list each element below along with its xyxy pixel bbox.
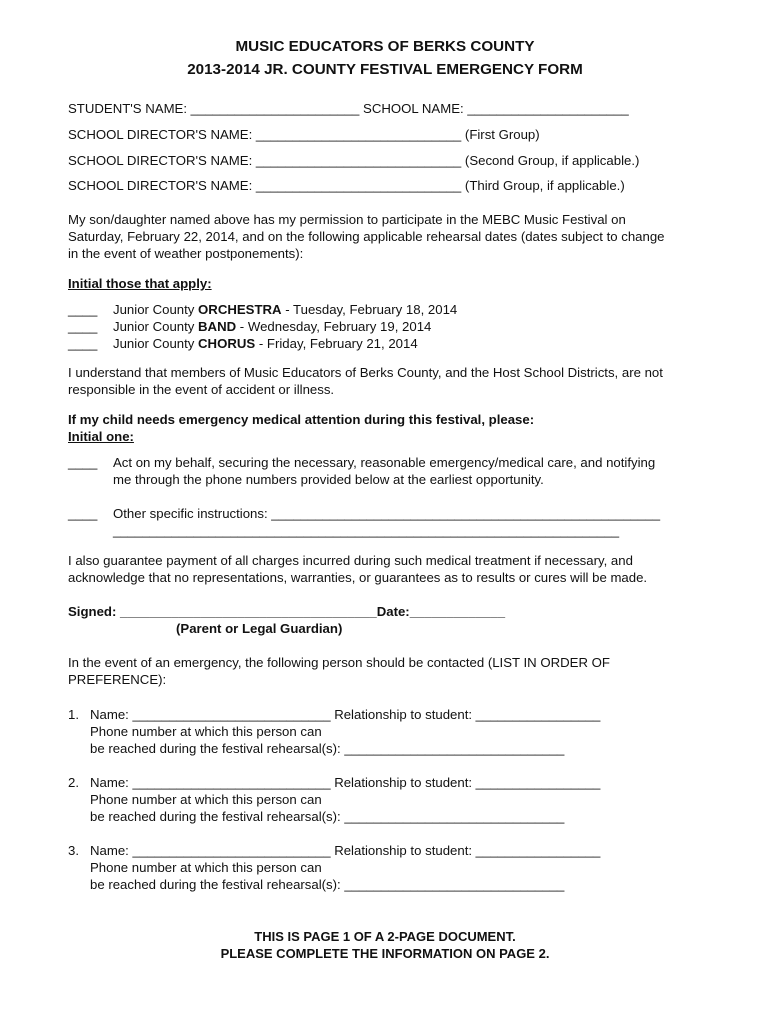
contact-name-relationship-field-1[interactable]: Name: ___________________________ Relationship to student: _________________: [90, 707, 601, 722]
other-instructions-field[interactable]: Other specific instructions: _____________________________________________________: [113, 506, 661, 521]
emergency-intro-line1: In the event of an emergency, the following person should be contacted (LIST IN ORDER OF: [68, 655, 610, 670]
payment-line1: I also guarantee payment of all charges incurred during such medical treatment if necessary, and: [68, 553, 633, 568]
footer-note-line2: PLEASE COMPLETE THE INFORMATION ON PAGE 2.: [220, 946, 550, 961]
rehearsal-orchestra: Junior County ORCHESTRA - Tuesday, February 18, 2014: [113, 302, 458, 317]
contact-name-relationship-field-2[interactable]: Name: ___________________________ Relationship to student: _________________: [90, 775, 601, 790]
initial-blank-orchestra[interactable]: ____: [68, 302, 98, 317]
initial-blank-other[interactable]: ____: [68, 506, 98, 521]
contact-phone-label-1: Phone number at which this person can: [90, 724, 322, 739]
other-instructions-field-line2[interactable]: _____________________________________________________________________: [113, 523, 620, 538]
contact-phone-field-2[interactable]: be reached during the festival rehearsal(s): ______________________________: [90, 809, 565, 824]
medical-heading: If my child needs emergency medical attention during this festival, please:: [68, 412, 535, 427]
contact-number-2: 2.: [68, 775, 79, 790]
initial-blank-act-on-behalf[interactable]: ____: [68, 455, 98, 470]
liability-line2: responsible in the event of accident or illness.: [68, 382, 335, 397]
director-name-field-3[interactable]: SCHOOL DIRECTOR'S NAME: ____________________________ (Third Group, if applicable.): [68, 178, 625, 193]
signature-date-field[interactable]: Signed: ___________________________________Date:_____________: [68, 604, 506, 619]
initial-apply-heading: Initial those that apply:: [68, 276, 212, 291]
contact-phone-label-2: Phone number at which this person can: [90, 792, 322, 807]
permission-line1: My son/daughter named above has my permission to participate in the MEBC Music Festival on: [68, 212, 626, 227]
initial-blank-chorus[interactable]: ____: [68, 336, 98, 351]
footer-note-line1: THIS IS PAGE 1 OF A 2-PAGE DOCUMENT.: [254, 929, 516, 944]
liability-line1: I understand that members of Music Educators of Berks County, and the Host School Districts, are not: [68, 365, 663, 380]
contact-phone-field-1[interactable]: be reached during the festival rehearsal(s): ______________________________: [90, 741, 565, 756]
contact-name-relationship-field-3[interactable]: Name: ___________________________ Relationship to student: _________________: [90, 843, 601, 858]
student-school-name-field[interactable]: STUDENT'S NAME: _______________________ SCHOOL NAME: ______________________: [68, 101, 629, 116]
director-name-field-1[interactable]: SCHOOL DIRECTOR'S NAME: ____________________________ (First Group): [68, 127, 540, 142]
contact-number-1: 1.: [68, 707, 79, 722]
initial-blank-band[interactable]: ____: [68, 319, 98, 334]
emergency-intro-line2: PREFERENCE):: [68, 672, 167, 687]
guardian-label: (Parent or Legal Guardian): [176, 621, 343, 636]
form-title-line1: MUSIC EDUCATORS OF BERKS COUNTY: [235, 38, 535, 55]
contact-phone-field-3[interactable]: be reached during the festival rehearsal(s): ______________________________: [90, 877, 565, 892]
form-title-line2: 2013-2014 JR. COUNTY FESTIVAL EMERGENCY FORM: [187, 61, 583, 78]
initial-one-heading: Initial one:: [68, 429, 134, 444]
act-on-behalf-line1: Act on my behalf, securing the necessary, reasonable emergency/medical care, and notifying: [113, 455, 656, 470]
rehearsal-chorus: Junior County CHORUS - Friday, February 21, 2014: [113, 336, 418, 351]
contact-number-3: 3.: [68, 843, 79, 858]
director-name-field-2[interactable]: SCHOOL DIRECTOR'S NAME: ____________________________ (Second Group, if applicable.): [68, 153, 640, 168]
rehearsal-band: Junior County BAND - Wednesday, February 19, 2014: [113, 319, 432, 334]
contact-phone-label-3: Phone number at which this person can: [90, 860, 322, 875]
act-on-behalf-line2: me through the phone numbers provided below at the earliest opportunity.: [113, 472, 544, 487]
payment-line2: acknowledge that no representations, warranties, or guarantees as to results or cures will be made.: [68, 570, 648, 585]
permission-line3: in the event of weather postponements):: [68, 246, 304, 261]
permission-line2: Saturday, February 22, 2014, and on the following applicable rehearsal dates (dates subject to change: [68, 229, 665, 244]
